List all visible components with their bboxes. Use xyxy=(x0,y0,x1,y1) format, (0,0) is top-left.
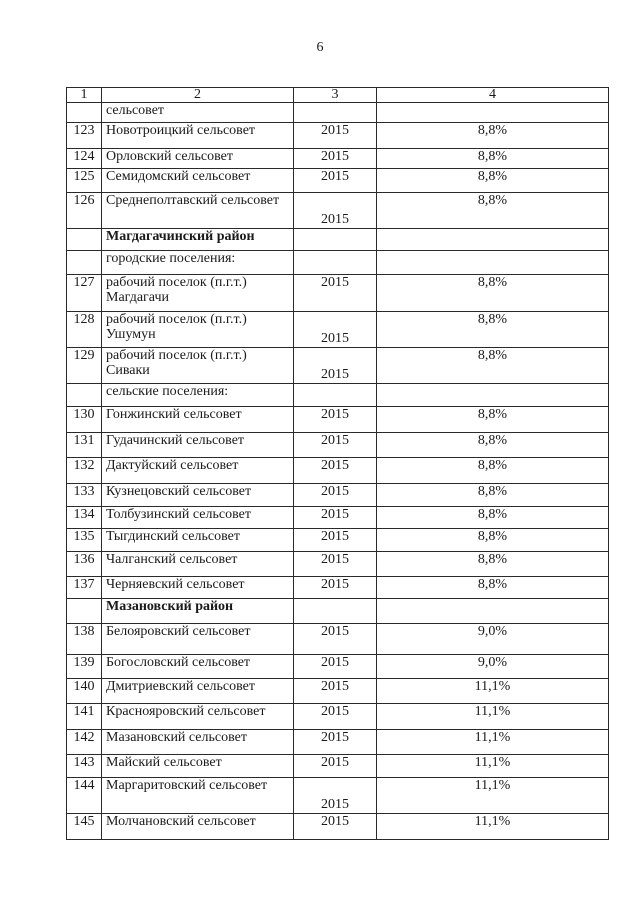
rate-cell xyxy=(377,103,609,123)
table-row xyxy=(67,778,609,814)
settlement-name: Орловский сельсовет xyxy=(102,149,294,169)
row-number: 137 xyxy=(67,577,102,599)
rate-cell: 8,8% xyxy=(377,458,609,484)
settlement-name: Среднеполтавский сельсовет xyxy=(102,193,294,229)
year-cell: 2015 xyxy=(294,458,377,484)
table-row xyxy=(67,275,609,312)
table-row xyxy=(67,458,609,484)
table-row xyxy=(67,407,609,433)
year-cell: 2015 xyxy=(294,679,377,704)
table-row xyxy=(67,193,609,229)
column-header-4: 4 xyxy=(377,88,609,103)
settlement-name: сельские поселения: xyxy=(102,384,294,407)
table-body xyxy=(67,88,609,840)
row-number: 125 xyxy=(67,169,102,193)
year-cell xyxy=(294,599,377,624)
table-row xyxy=(67,814,609,840)
column-header-2: 2 xyxy=(102,88,294,103)
settlement-name: Молчановский сельсовет xyxy=(102,814,294,840)
row-number: 142 xyxy=(67,730,102,755)
settlement-name: Белояровский сельсовет xyxy=(102,624,294,655)
row-number xyxy=(67,599,102,624)
year-cell: 2015 xyxy=(294,348,377,384)
settlement-name: Богословский сельсовет xyxy=(102,655,294,679)
row-number: 135 xyxy=(67,529,102,552)
rate-cell: 8,8% xyxy=(377,577,609,599)
table-row xyxy=(67,624,609,655)
year-cell: 2015 xyxy=(294,275,377,312)
row-number: 141 xyxy=(67,704,102,730)
rate-cell: 8,8% xyxy=(377,312,609,348)
table-row xyxy=(67,679,609,704)
rate-cell: 8,8% xyxy=(377,123,609,149)
table-row xyxy=(67,577,609,599)
year-cell: 2015 xyxy=(294,624,377,655)
year-cell: 2015 xyxy=(294,577,377,599)
row-number: 133 xyxy=(67,484,102,507)
rate-cell: 11,1% xyxy=(377,755,609,778)
settlement-name: Тыгдинский сельсовет xyxy=(102,529,294,552)
table-row xyxy=(67,123,609,149)
table-row xyxy=(67,552,609,577)
year-cell: 2015 xyxy=(294,552,377,577)
year-cell: 2015 xyxy=(294,484,377,507)
year-cell: 2015 xyxy=(294,407,377,433)
settlement-name: Краснояровский сельсовет xyxy=(102,704,294,730)
settlement-name: Толбузинский сельсовет xyxy=(102,507,294,529)
settlement-name: Гонжинский сельсовет xyxy=(102,407,294,433)
rate-cell: 8,8% xyxy=(377,507,609,529)
row-number: 131 xyxy=(67,433,102,458)
table-row xyxy=(67,229,609,251)
table-row xyxy=(67,169,609,193)
rate-cell: 8,8% xyxy=(377,433,609,458)
year-cell: 2015 xyxy=(294,755,377,778)
row-number: 129 xyxy=(67,348,102,384)
settlement-name: рабочий поселок (п.г.т.) Сиваки xyxy=(102,348,294,384)
settlement-name: Дмитриевский сельсовет xyxy=(102,679,294,704)
row-number: 130 xyxy=(67,407,102,433)
settlements-table xyxy=(66,87,609,840)
settlement-name: Дактуйский сельсовет xyxy=(102,458,294,484)
year-cell: 2015 xyxy=(294,704,377,730)
settlement-name: Мазановский сельсовет xyxy=(102,730,294,755)
settlement-name: Магдагачинский район xyxy=(102,229,294,251)
row-number xyxy=(67,229,102,251)
settlement-name: Мазановский район xyxy=(102,599,294,624)
rate-cell xyxy=(377,599,609,624)
year-cell: 2015 xyxy=(294,149,377,169)
year-cell xyxy=(294,229,377,251)
rate-cell: 8,8% xyxy=(377,529,609,552)
rate-cell: 11,1% xyxy=(377,704,609,730)
row-number: 145 xyxy=(67,814,102,840)
year-cell xyxy=(294,103,377,123)
settlement-name: Майский сельсовет xyxy=(102,755,294,778)
rate-cell: 8,8% xyxy=(377,149,609,169)
rate-cell: 11,1% xyxy=(377,679,609,704)
rate-cell: 11,1% xyxy=(377,778,609,814)
row-number: 126 xyxy=(67,193,102,229)
column-header-3: 3 xyxy=(294,88,377,103)
table-row xyxy=(67,529,609,552)
rate-cell: 8,8% xyxy=(377,484,609,507)
rate-cell: 8,8% xyxy=(377,193,609,229)
row-number: 128 xyxy=(67,312,102,348)
table-row xyxy=(67,730,609,755)
rate-cell: 9,0% xyxy=(377,655,609,679)
row-number: 143 xyxy=(67,755,102,778)
rate-cell: 9,0% xyxy=(377,624,609,655)
table-row xyxy=(67,103,609,123)
row-number: 139 xyxy=(67,655,102,679)
year-cell: 2015 xyxy=(294,312,377,348)
row-number xyxy=(67,251,102,275)
year-cell: 2015 xyxy=(294,655,377,679)
table-row xyxy=(67,755,609,778)
column-header-1: 1 xyxy=(67,88,102,103)
table-row xyxy=(67,348,609,384)
row-number: 138 xyxy=(67,624,102,655)
settlement-name: Чалганский сельсовет xyxy=(102,552,294,577)
table-row xyxy=(67,149,609,169)
year-cell: 2015 xyxy=(294,169,377,193)
rate-cell: 11,1% xyxy=(377,730,609,755)
year-cell: 2015 xyxy=(294,193,377,229)
settlement-name: городские поселения: xyxy=(102,251,294,275)
table-row xyxy=(67,599,609,624)
row-number: 124 xyxy=(67,149,102,169)
rate-cell: 8,8% xyxy=(377,552,609,577)
row-number: 140 xyxy=(67,679,102,704)
row-number: 123 xyxy=(67,123,102,149)
row-number: 144 xyxy=(67,778,102,814)
row-number: 132 xyxy=(67,458,102,484)
table-row xyxy=(67,704,609,730)
table-row xyxy=(67,251,609,275)
settlement-name: рабочий поселок (п.г.т.) Ушумун xyxy=(102,312,294,348)
year-cell: 2015 xyxy=(294,814,377,840)
table-row xyxy=(67,484,609,507)
rate-cell: 8,8% xyxy=(377,275,609,312)
year-cell: 2015 xyxy=(294,778,377,814)
row-number xyxy=(67,103,102,123)
row-number: 136 xyxy=(67,552,102,577)
year-cell: 2015 xyxy=(294,529,377,552)
table-row xyxy=(67,433,609,458)
table-row xyxy=(67,384,609,407)
rate-cell: 8,8% xyxy=(377,348,609,384)
year-cell: 2015 xyxy=(294,123,377,149)
year-cell xyxy=(294,384,377,407)
settlement-name: Кузнецовский сельсовет xyxy=(102,484,294,507)
row-number: 127 xyxy=(67,275,102,312)
settlement-name: Черняевский сельсовет xyxy=(102,577,294,599)
rate-cell xyxy=(377,384,609,407)
settlement-name: Семидомский сельсовет xyxy=(102,169,294,193)
table-row xyxy=(67,507,609,529)
year-cell: 2015 xyxy=(294,507,377,529)
page-number: 6 xyxy=(316,40,324,55)
rate-cell: 11,1% xyxy=(377,814,609,840)
rate-cell xyxy=(377,251,609,275)
rate-cell: 8,8% xyxy=(377,169,609,193)
year-cell: 2015 xyxy=(294,730,377,755)
table-row xyxy=(67,312,609,348)
table-row xyxy=(67,655,609,679)
settlement-name: рабочий поселок (п.г.т.) Магдагачи xyxy=(102,275,294,312)
year-cell xyxy=(294,251,377,275)
settlement-name: Маргаритовский сельсовет xyxy=(102,778,294,814)
year-cell: 2015 xyxy=(294,433,377,458)
settlement-name: сельсовет xyxy=(102,103,294,123)
row-number xyxy=(67,384,102,407)
table-header-row xyxy=(67,88,609,103)
rate-cell: 8,8% xyxy=(377,407,609,433)
row-number: 134 xyxy=(67,507,102,529)
settlement-name: Новотроицкий сельсовет xyxy=(102,123,294,149)
rate-cell xyxy=(377,229,609,251)
settlement-name: Гудачинский сельсовет xyxy=(102,433,294,458)
